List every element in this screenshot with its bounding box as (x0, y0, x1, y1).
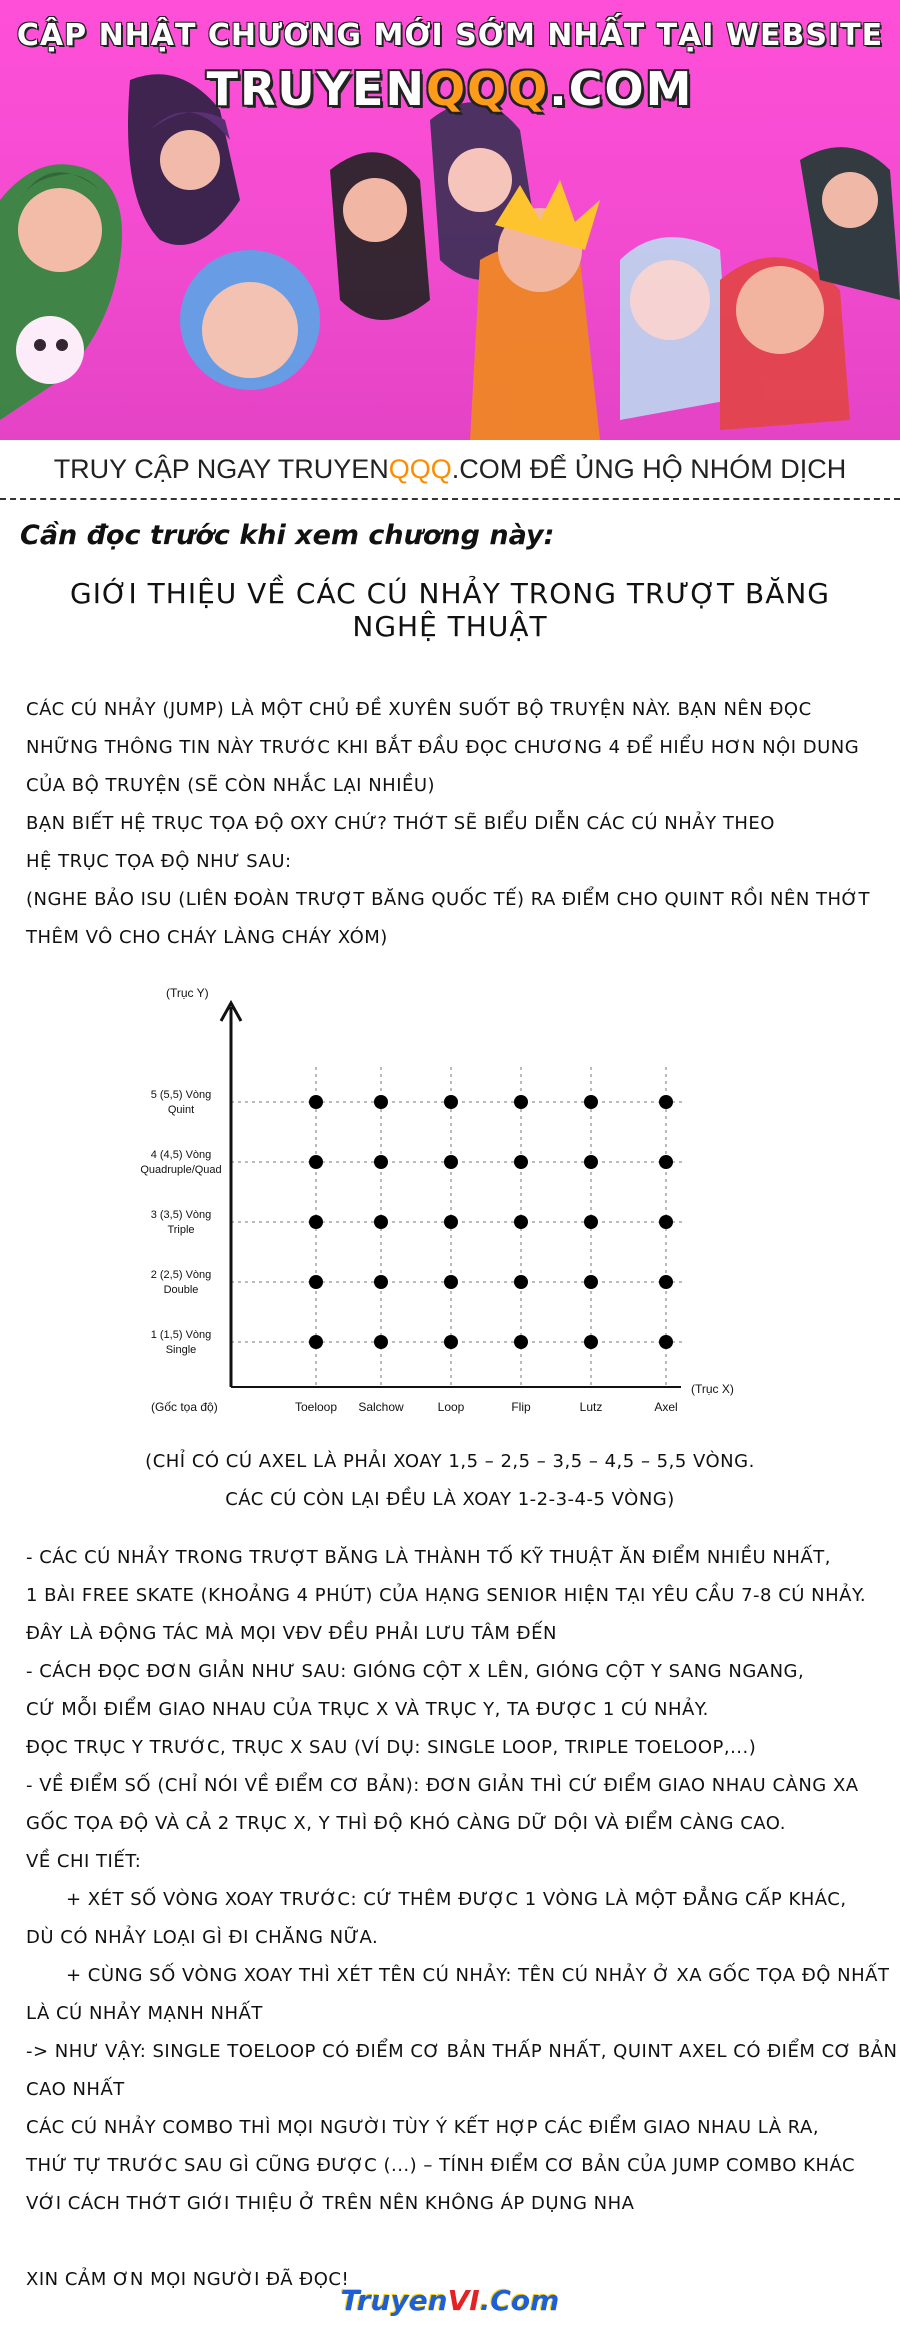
x-tick-label: Axel (654, 1400, 678, 1414)
y-axis-label: (Trục Y) (166, 986, 209, 1000)
y-tick-label: Triple (167, 1224, 195, 1236)
intro-line: (NGHE BẢO ISU (LIÊN ĐOÀN TRƯỢT BĂNG QUỐC TẾ) RA ĐIỂM CHO QUINT RỒI NÊN THỚT (26, 889, 870, 910)
explanation-line: THỨ TỰ TRƯỚC SAU GÌ CŨNG ĐƯỢC (...) – TÍNH ĐIỂM CƠ BẢN CỦA JUMP COMBO KHÁC (26, 2155, 856, 2176)
notice-part-1: TRUY CẬP NGAY TRUYEN (53, 454, 389, 484)
jump-point (659, 1215, 673, 1229)
intro-line: NHỮNG THÔNG TIN NÀY TRƯỚC KHI BẮT ĐẦU ĐỌC CHƯƠNG 4 ĐỂ HIỂU HƠN NỘI DUNG (26, 737, 860, 758)
explanation-line: ĐÂY LÀ ĐỘNG TÁC MÀ MỌI VĐV ĐỀU PHẢI LƯU TÂM ĐẾN (26, 1623, 557, 1644)
jump-point (584, 1155, 598, 1169)
explanation-paragraph (26, 1539, 898, 2223)
y-tick-label: Quadruple/Quad (140, 1164, 222, 1176)
read-first-heading: Cần đọc trước khi xem chương này: (20, 520, 555, 551)
x-tick-label: Toeloop (294, 1400, 338, 1414)
jump-point (444, 1275, 458, 1289)
intro-line: THÊM VÔ CHO CHÁY LÀNG CHÁY XÓM) (26, 927, 388, 948)
jump-point (514, 1275, 528, 1289)
jump-point (514, 1215, 528, 1229)
jump-point (374, 1275, 388, 1289)
jump-point (584, 1095, 598, 1109)
y-tick-label: 4 (4,5) Vòng (150, 1149, 212, 1161)
notice-part-2: QQQ (388, 454, 452, 484)
explanation-line: - CÁC CÚ NHẢY TRONG TRƯỢT BĂNG LÀ THÀNH TỐ KỸ THUẬT ĂN ĐIỂM NHIỀU NHẤT, (26, 1547, 831, 1568)
jump-point (444, 1095, 458, 1109)
intro-paragraph (26, 691, 874, 957)
explanation-line: 1 BÀI FREE SKATE (KHOẢNG 4 PHÚT) CỦA HẠNG SENIOR HIỆN TẠI YÊU CẦU 7-8 CÚ NHẢY. (26, 1585, 867, 1606)
explanation-line: + XÉT SỐ VÒNG XOAY TRƯỚC: CỨ THÊM ĐƯỢC 1 VÒNG LÀ MỘT ĐẲNG CẤP KHÁC, (66, 1889, 847, 1910)
intro-line: CỦA BỘ TRUYỆN (SẼ CÒN NHẮC LẠI NHIỀU) (26, 775, 436, 796)
jump-point (309, 1155, 323, 1169)
intro-line: CÁC CÚ NHẢY (JUMP) LÀ MỘT CHỦ ĐỀ XUYÊN SUỐT BỘ TRUYỆN NÀY. BẠN NÊN ĐỌC (26, 699, 812, 720)
y-tick-label: Double (163, 1284, 199, 1296)
jump-point (374, 1335, 388, 1349)
y-tick-label: Quint (167, 1104, 195, 1116)
jump-point (444, 1215, 458, 1229)
explanation-line: - VỀ ĐIỂM SỐ (CHỈ NÓI VỀ ĐIỂM CƠ BẢN): ĐƠN GIẢN THÌ CỨ ĐIỂM GIAO NHAU CÀNG XA (26, 1775, 859, 1796)
y-tick-label: 3 (3,5) Vòng (150, 1209, 212, 1221)
jump-point (514, 1335, 528, 1349)
x-tick-label: Salchow (358, 1400, 404, 1414)
explanation-line: LÀ CÚ NHẢY MẠNH NHẤT (26, 2003, 263, 2024)
explanation-line: GỐC TỌA ĐỘ VÀ CẢ 2 TRỤC X, Y THÌ ĐỘ KHÓ CÀNG DỮ DỘI VÀ ĐIỂM CÀNG CAO. (26, 1813, 786, 1834)
banner-top-text: CẬP NHẬT CHƯƠNG MỚI SỚM NHẤT TẠI WEBSITE (16, 18, 884, 53)
footer-logo-part-2: VI (447, 2284, 480, 2317)
jump-point (584, 1275, 598, 1289)
support-notice[interactable] (0, 440, 900, 500)
explanation-line: CÁC CÚ NHẢY COMBO THÌ MỌI NGƯỜI TÙY Ý KẾT HỢP CÁC ĐIỂM GIAO NHAU LÀ RA, (26, 2117, 820, 2138)
explanation-line: -> NHƯ VẬY: SINGLE TOELOOP CÓ ĐIỂM CƠ BẢN THẤP NHẤT, QUINT AXEL CÓ ĐIỂM CƠ BẢN (26, 2041, 898, 2062)
article-content (0, 520, 900, 2299)
x-axis-label: (Trục X) (691, 1382, 734, 1396)
jump-point (584, 1215, 598, 1229)
article-subtitle: GIỚI THIỆU VỀ CÁC CÚ NHẢY TRONG TRƯỢT BĂNG NGHỆ THUẬT (70, 577, 830, 643)
explanation-line: VỀ CHI TIẾT: (26, 1851, 142, 1872)
jump-point (374, 1095, 388, 1109)
explanation-line: ĐỌC TRỤC Y TRƯỚC, TRỤC X SAU (VÍ DỤ: SINGLE LOOP, TRIPLE TOELOOP,...) (26, 1737, 757, 1758)
chart-svg (26, 977, 874, 1427)
x-tick-label: Lutz (579, 1400, 603, 1414)
jump-point (659, 1335, 673, 1349)
chart-notes (26, 1443, 874, 1519)
chart-note-line: (CHỈ CÓ CÚ AXEL LÀ PHẢI XOAY 1,5 – 2,5 – 3,5 – 4,5 – 5,5 VÒNG. (145, 1451, 755, 1472)
explanation-line: VỚI CÁCH THỚT GIỚI THIỆU Ở TRÊN NÊN KHÔNG ÁP DỤNG NHA (26, 2193, 635, 2214)
jump-point (444, 1155, 458, 1169)
jump-point (309, 1215, 323, 1229)
logo-part-3: .COM (549, 62, 694, 116)
thanks-text: XIN CẢM ƠN MỌI NGƯỜI ĐÃ ĐỌC! (26, 2269, 350, 2290)
header-banner (0, 0, 900, 440)
x-tick-label: Loop (437, 1400, 465, 1414)
footer-logo-part-3: .Com (479, 2284, 560, 2317)
y-tick-label: 5 (5,5) Vòng (150, 1089, 212, 1101)
x-tick-label: Flip (511, 1400, 531, 1414)
y-tick-label: Single (165, 1344, 197, 1356)
banner-site-logo[interactable] (0, 62, 900, 116)
jump-point (309, 1095, 323, 1109)
jump-point (374, 1215, 388, 1229)
footer-logo-part-1: Truyen (340, 2284, 448, 2317)
explanation-line: DÙ CÓ NHẢY LOẠI GÌ ĐI CHĂNG NỮA. (26, 1927, 379, 1948)
explanation-line: + CÙNG SỐ VÒNG XOAY THÌ XÉT TÊN CÚ NHẢY: TÊN CÚ NHẢY Ở XA GỐC TỌA ĐỘ NHẤT (66, 1965, 890, 1986)
jump-point (659, 1095, 673, 1109)
origin-label: (Gốc tọa độ) (151, 1400, 218, 1414)
jump-point (309, 1275, 323, 1289)
jump-point (659, 1275, 673, 1289)
jump-point (514, 1095, 528, 1109)
chart-note-line: CÁC CÚ CÒN LẠI ĐỀU LÀ XOAY 1-2-3-4-5 VÒNG) (225, 1489, 675, 1510)
logo-part-1: TRUYEN (206, 62, 426, 116)
jump-point (374, 1155, 388, 1169)
intro-line: HỆ TRỤC TỌA ĐỘ NHƯ SAU: (26, 851, 292, 872)
jump-point (444, 1335, 458, 1349)
footer-logo[interactable] (0, 2284, 900, 2317)
jump-point (514, 1155, 528, 1169)
jump-point (309, 1335, 323, 1349)
notice-part-3: .COM ĐỂ ỦNG HỘ NHÓM DỊCH (451, 454, 847, 484)
explanation-line: CAO NHẤT (26, 2079, 125, 2100)
explanation-line: CỨ MỖI ĐIỂM GIAO NHAU CỦA TRỤC X VÀ TRỤC Y, TA ĐƯỢC 1 CÚ NHẢY. (26, 1699, 709, 1720)
jump-coordinate-chart (26, 977, 874, 1427)
y-tick-label: 2 (2,5) Vòng (150, 1269, 212, 1281)
explanation-line: - CÁCH ĐỌC ĐƠN GIẢN NHƯ SAU: GIÓNG CỘT X LÊN, GIÓNG CỘT Y SANG NGANG, (26, 1661, 805, 1682)
logo-part-2: QQQ (425, 62, 550, 116)
jump-point (584, 1335, 598, 1349)
intro-line: BẠN BIẾT HỆ TRỤC TỌA ĐỘ OXY CHỨ? THỚT SẼ BIỂU DIỄN CÁC CÚ NHẢY THEO (26, 813, 775, 834)
jump-point (659, 1155, 673, 1169)
y-tick-label: 1 (1,5) Vòng (150, 1329, 212, 1341)
